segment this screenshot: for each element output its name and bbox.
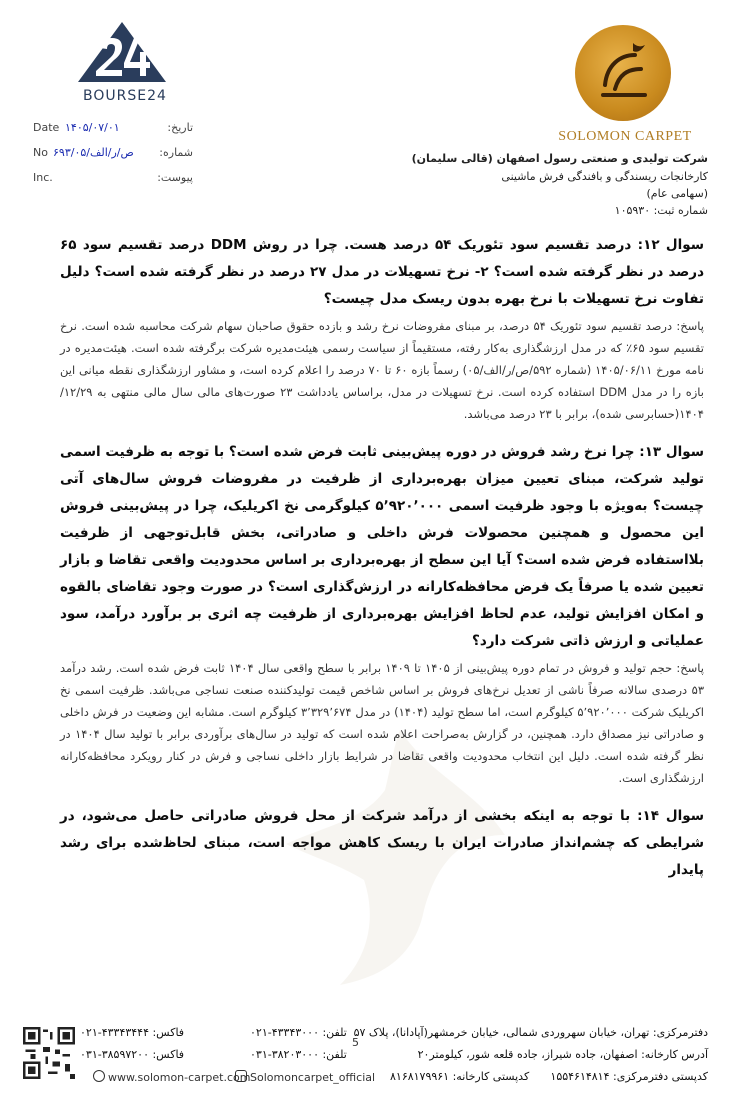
date-field <box>33 121 193 135</box>
answer-12: پاسخ: درصد تقسیم سود تئوریک ۵۴ درصد، بر مبنای مفروضات نرخ رشد و بازده حقوق صاحبان سهام شرکت محاسبه شده است. نرخ تقسیم سود ۶۵٪ که در مدل ارزشگذاری به‌کار رفته، مستقیماً از سیاست رسمی هیئت‌مدیره شرکت برگرفته شده است. هیئت‌مدیره در نامه مورخ ۱۴۰۵/۰۶/۱۱ (شماره ۵۹۲/ص/ر/الف/۰۵) رسماً بازه ۶۰ تا ۷۰ درصد را اعلام کرده است، و مشاور ارزشگذاری نقطه میانی این بازه را در مدل DDM استفاده کرده است. نرخ تسهیلات در مدل، براساس یادداشت ۲۳ صورت‌های مالی سال مالی منتهی به ۱۲/۲۹/ ۱۴۰۴(حسابرسی شده)، برابر با ۲۳ درصد می‌باشد. <box>60 319 705 421</box>
company-type: (سهامی عام) <box>646 187 708 200</box>
letter-body <box>60 232 704 886</box>
number-label-fa: شماره: <box>159 146 193 159</box>
attachment-field <box>33 171 193 185</box>
date-label-en: Date <box>33 121 60 134</box>
registration-number: شماره ثبت: ۱۰۵۹۳۰ <box>614 204 708 217</box>
factory-phone: تلفن: ۳۸۲۰۳۰۰۰-۰۳۱ <box>250 1048 347 1061</box>
factory-fax: فاکس: ۳۸۵۹۷۲۰۰-۰۳۱ <box>80 1048 185 1061</box>
date-value: ۱۴۰۵/۰۷/۰۱ <box>65 121 120 134</box>
question-14: سوال ۱۴: با توجه به اینکه بخشی از درآمد شرکت از محل فروش صادراتی حاصل می‌شود، در شرایطی که چشم‌انداز صادرات ایران با ریسک کاهش مواجه است، مبنای لحاظ‌شده برای رشد پایدار <box>60 808 704 878</box>
attach-label-fa: پیوست: <box>157 171 193 184</box>
number-field <box>33 146 193 160</box>
solomon-carpet-logo <box>575 25 671 121</box>
website <box>93 1070 250 1084</box>
page-number: 5 <box>352 1036 359 1049</box>
solomon-carpet-brand: SOLOMON CARPET <box>558 129 692 144</box>
website-text: www.solomon-carpet.com <box>108 1071 251 1084</box>
date-label-fa: تاریخ: <box>167 121 193 134</box>
answer-13: پاسخ: حجم تولید و فروش در تمام دوره پیش‌بینی از ۱۴۰۵ تا ۱۴۰۹ برابر با سطح واقعی سال ۱۴۰۴ ثابت فرض شده است. رشد درآمد ۵۳ درصدی سالانه صرفاً ناشی از تعدیل نرخ‌های فروش بر اساس شاخص قیمت تولیدکننده صنعت نساجی می‌باشد. ظرفیت اسمی نخ اکریلیک شرکت ۵٬۹۲۰٬۰۰۰ کیلوگرم است، اما سطح تولید (۱۴۰۴) در مدل ۳٬۳۲۹٬۶۷۴ کیلوگرم است. مشابه این وضعیت در فرش داخلی و صادراتی نیز مصداق دارد. همچنین، در گزارش به‌صراحت اعلام شده است که تولید در سال‌های برآوردی برابر با تولید سال ۱۴۰۴ در نظر گرفته شده است. دلیل این انتخاب محدودیت واقعی تقاضا در شرایط بازار داخلی نساجی و فرش در کنار رویکرد محافظه‌کارانه ارزشگذاری است. <box>60 661 704 785</box>
hq-phone: تلفن: ۴۳۳۴۳۰۰۰-۰۲۱ <box>250 1026 347 1039</box>
hq-postal-code: کدپستی دفترمرکزی: ۱۵۵۴۶۱۴۸۱۴ <box>550 1070 708 1083</box>
globe-icon <box>93 1070 105 1082</box>
hq-address: دفترمرکزی: تهران، خیابان سهروردی شمالی، خیابان خرمشهر(آپادانا)، پلاک ۵۷ <box>353 1026 708 1039</box>
hq-fax: فاکس: ۴۳۳۴۳۴۴۴-۰۲۱ <box>80 1026 185 1039</box>
question-13: سوال ۱۳: چرا نرخ رشد فروش در دوره پیش‌بینی ثابت فرض شده است؟ با توجه به ظرفیت اسمی تولید شرکت، مبنای تعیین میزان بهره‌برداری از ظرفیت در مفروضات فروش سال‌های آتی چیست؟ به‌ویژه با وجود ظرفیت اسمی ۵٬۹۲۰٬۰۰۰ کیلوگرمی نخ اکریلیک، چرا در پیش‌بینی فروش این محصول و همچنین محصولات فرش داخلی و صادراتی، بخش قابل‌توجهی از ظرفیت بلااستفاده فرض شده است؟ آیا این سطح از بهره‌برداری بر اساس محدودیت واقعی تقاضا و بازار تعیین شده یا صرفاً یک فرض محافظه‌کارانه در ارزش‌گذاری است؟ در صورت وجود تقاضای بالقوه و امکان افزایش تولید، عدم لحاظ افزایش بهره‌برداری از ظرفیت چه اثری بر برآورد درآمد، سود عملیاتی و ارزش ذاتی شرکت دارد؟ <box>60 444 704 649</box>
factory-address: آدرس کارخانه: اصفهان، جاده شیراز، جاده قلعه شور، کیلومتر۲۰ <box>417 1048 708 1061</box>
company-name: شرکت تولیدی و صنعتی رسول اصفهان (قالی سلیمان) <box>411 152 708 165</box>
company-subtitle: کارخانجات ریسندگی و بافندگی فرش ماشینی <box>501 170 708 183</box>
factory-postal-code: کدپستی کارخانه: ۸۱۶۸۱۷۹۹۶۱ <box>390 1070 530 1083</box>
number-label-en: No <box>33 146 48 159</box>
bourse24-logo-text: BOURSE24 <box>83 88 167 104</box>
qr-code <box>23 1027 75 1079</box>
instagram-text: Solomoncarpet_official <box>250 1071 376 1084</box>
question-12: سوال ۱۲: درصد تقسیم سود تئوریک ۵۴ درصد هست. چرا در روش DDM درصد تقسیم سود ۶۵ درصد در نظر گرفته شده است؟ ۲- نرخ تسهیلات در مدل ۲۷ درصد در نظر گرفته شده است؟ دلیل تفاوت نرخ تسهیلات با نرخ بهره بدون ریسک مدل چیست؟ <box>60 237 705 307</box>
attach-label-en: Inc. <box>33 171 53 184</box>
bourse24-logo <box>74 20 170 92</box>
instagram-handle <box>235 1070 375 1084</box>
number-value: ۶۹۳/ص/ر/الف/۰۵ <box>53 146 134 159</box>
